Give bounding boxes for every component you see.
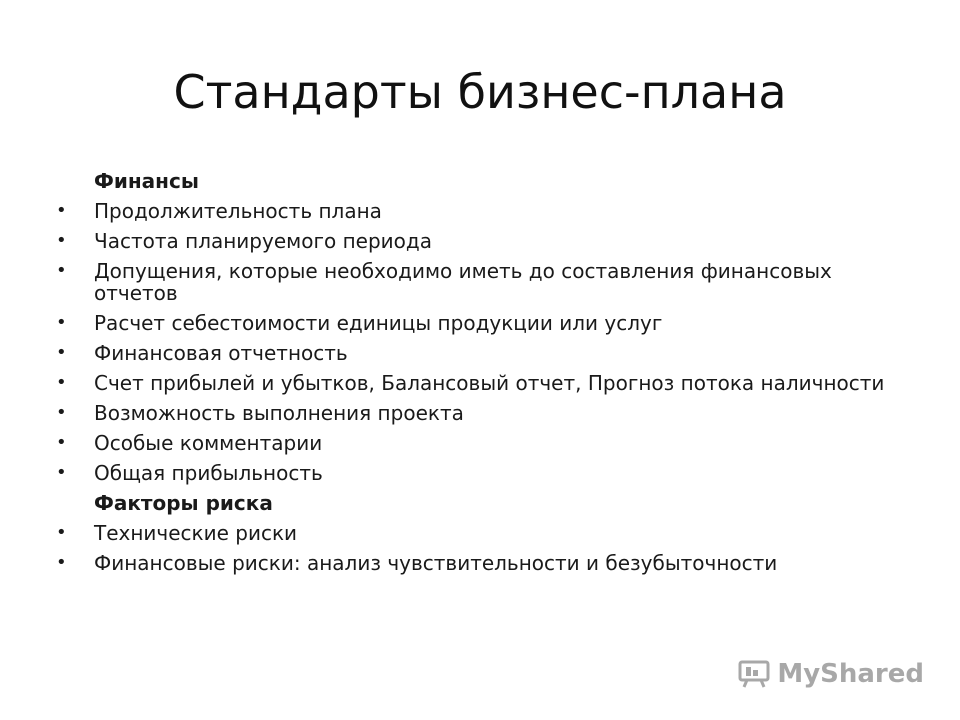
bullet-icon: •: [56, 260, 67, 281]
bullet-icon: •: [56, 312, 67, 333]
list-item-text: Расчет себестоимости единицы продукции или услуг: [94, 311, 663, 335]
section-heading-risk: Факторы риска: [94, 491, 273, 515]
list-item-text: Финансовые риски: анализ чувствительности и безубыточности: [94, 551, 778, 575]
bullet-icon: •: [56, 522, 67, 543]
list-item-text: Продолжительность плана: [94, 199, 382, 223]
list-item-text: Технические риски: [94, 521, 298, 545]
list-item: [56, 432, 896, 454]
list-item: [56, 312, 896, 334]
bullet-icon: •: [56, 342, 67, 363]
list-item: [56, 552, 896, 574]
list-item: [56, 402, 896, 424]
presentation-board-icon: [737, 659, 771, 689]
content-list: [56, 170, 896, 582]
list-item-text: Допущения, которые необходимо иметь до составления финансовых отчетов: [94, 259, 832, 305]
section-heading-finance: Финансы: [94, 169, 199, 193]
bullet-icon: •: [56, 200, 67, 221]
list-item-text: Счет прибылей и убытков, Балансовый отчет, Прогноз потока наличности: [94, 371, 885, 395]
list-item: [56, 342, 896, 364]
list-item: [56, 260, 896, 304]
list-item: [56, 230, 896, 252]
bullet-icon: •: [56, 402, 67, 423]
list-item-text: Возможность выполнения проекта: [94, 401, 464, 425]
bullet-icon: •: [56, 372, 67, 393]
bullet-icon: •: [56, 230, 67, 251]
watermark-logo: [737, 656, 924, 692]
list-item: [56, 372, 896, 394]
bullet-icon: •: [56, 432, 67, 453]
list-item-text: Частота планируемого периода: [94, 229, 432, 253]
bullet-icon: •: [56, 552, 67, 573]
slide-title: Стандарты бизнес-плана: [173, 65, 787, 119]
list-item-text: Общая прибыльность: [94, 461, 323, 485]
bullet-icon: •: [56, 462, 67, 483]
list-item: [56, 462, 896, 484]
list-item-text: Особые комментарии: [94, 431, 323, 455]
list-item: [56, 200, 896, 222]
list-item-text: Финансовая отчетность: [94, 341, 348, 365]
watermark-text: MyShared: [777, 659, 924, 689]
list-item: [56, 522, 896, 544]
